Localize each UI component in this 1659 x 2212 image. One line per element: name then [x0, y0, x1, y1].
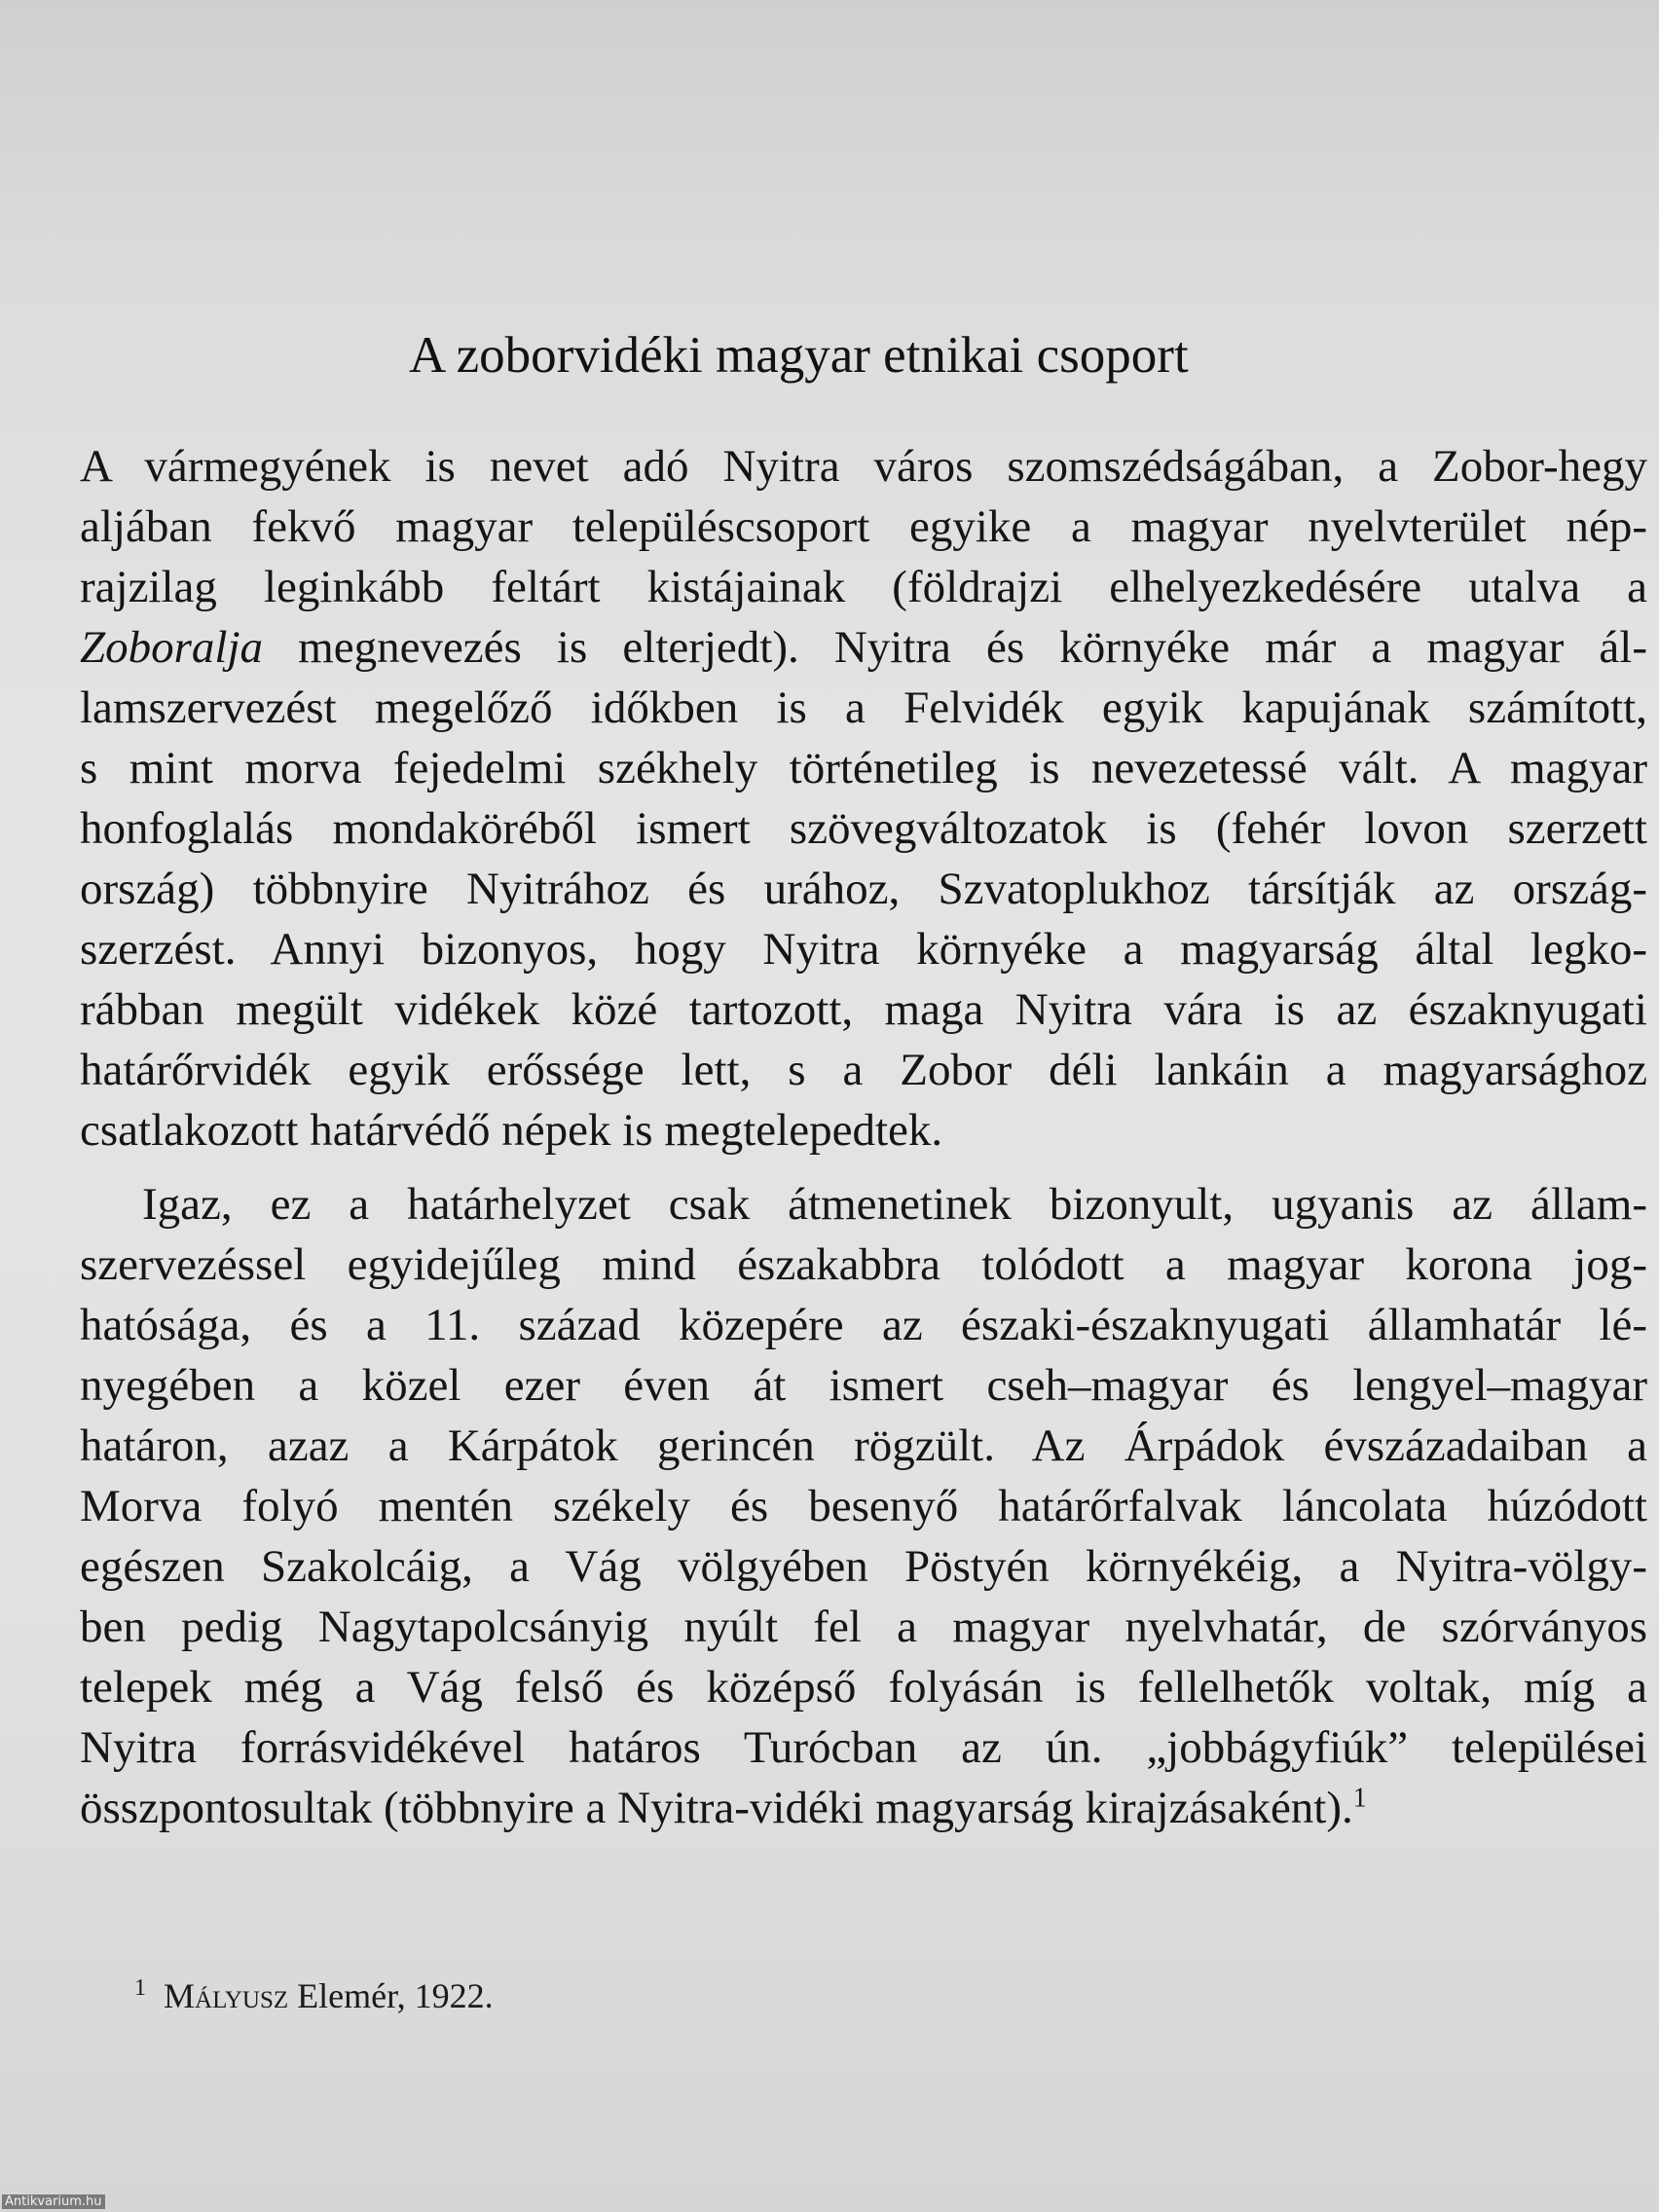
text-line: rábban megült vidékek közé tartozott, maga Nyitra vára is az északnyugati: [80, 984, 1647, 1035]
text-line: honfoglalás mondaköréből ismert szövegváltozatok is (fehér lovon szerzett: [80, 803, 1647, 854]
footnote: [134, 1972, 494, 2020]
text-line: aljában fekvő magyar településcsoport egyike a magyar nyelvterület nép-: [80, 501, 1647, 552]
text-line-rest: megnevezés is elterjedt). Nyitra és környéke már a magyar ál-: [298, 622, 1647, 673]
text-line: határon, azaz a Kárpátok gerincén rögzült. Az Árpádok évszázadaiban a: [80, 1420, 1647, 1471]
paragraph-gap: [80, 1161, 1647, 1174]
footnote-text: Elemér, 1922.: [297, 1976, 494, 2015]
text-line: szervezéssel egyidejűleg mind északabbra tolódott a magyar korona jog-: [80, 1239, 1647, 1290]
text-line: egészen Szakolcáig, a Vág völgyében Pöstyén környékéig, a Nyitra-völgy-: [80, 1541, 1647, 1592]
text-line: lamszervezést megelőző időkben is a Felvidék egyik kapujának számított,: [80, 682, 1647, 733]
text-line: határőrvidék egyik erőssége lett, s a Zobor déli lankáin a magyarsághoz: [80, 1045, 1647, 1095]
watermark: Antikvarium.hu: [2, 2194, 105, 2209]
chapter-title: A zoborvidéki magyar etnikai csoport: [409, 327, 1189, 384]
text-line: hatósága, és a 11. század közepére az északi-északnyugati államhatár lé-: [80, 1300, 1647, 1350]
text-line: [80, 1778, 1647, 1838]
italic-term: Zoboralja: [80, 622, 264, 673]
footnote-author: Mályusz: [164, 1976, 289, 2015]
text-line: telepek még a Vág felső és középső folyásán is fellelhetők voltak, míg a: [80, 1662, 1647, 1713]
text-line: Igaz, ez a határhelyzet csak átmenetinek bizonyult, ugyanis az állam-: [142, 1179, 1647, 1230]
text-line: ország) többnyire Nyitrához és urához, Szvatoplukhoz társítják az ország-: [80, 864, 1647, 914]
body-text: [80, 436, 1647, 1838]
footnote-mark: 1: [134, 1975, 146, 2001]
footnote-reference: 1: [1352, 1783, 1367, 1814]
text-line: A vármegyének is nevet adó Nyitra város szomszédságában, a Zobor-hegy: [80, 441, 1647, 492]
text-line: szerzést. Annyi bizonyos, hogy Nyitra környéke a magyarság által legko-: [80, 924, 1647, 975]
text-line: [80, 617, 1647, 678]
text-line: nyegében a közel ezer éven át ismert cseh–magyar és lengyel–magyar: [80, 1360, 1647, 1411]
paragraph-2: [80, 1174, 1647, 1838]
text-line: Morva folyó mentén székely és besenyő határőrfalvak láncolata húzódott: [80, 1481, 1647, 1531]
text-line: s mint morva fejedelmi székhely történetileg is nevezetessé vált. A magyar: [80, 743, 1647, 793]
text-line: csatlakozott határvédő népek is megtelepedtek.: [80, 1105, 943, 1156]
paragraph-1: [80, 436, 1647, 1161]
text-line: rajzilag leginkább feltárt kistájainak (földrajzi elhelyezkedésére utalva a: [80, 562, 1647, 612]
text-line-content: összpontosultak (többnyire a Nyitra-vidéki magyarság kirajzásaként).: [80, 1783, 1353, 1833]
text-line: ben pedig Nagytapolcsányig nyúlt fel a magyar nyelvhatár, de szórványos: [80, 1602, 1647, 1652]
text-line: Nyitra forrásvidékével határos Turócban az ún. „jobbágyfiúk” települései: [80, 1722, 1647, 1773]
